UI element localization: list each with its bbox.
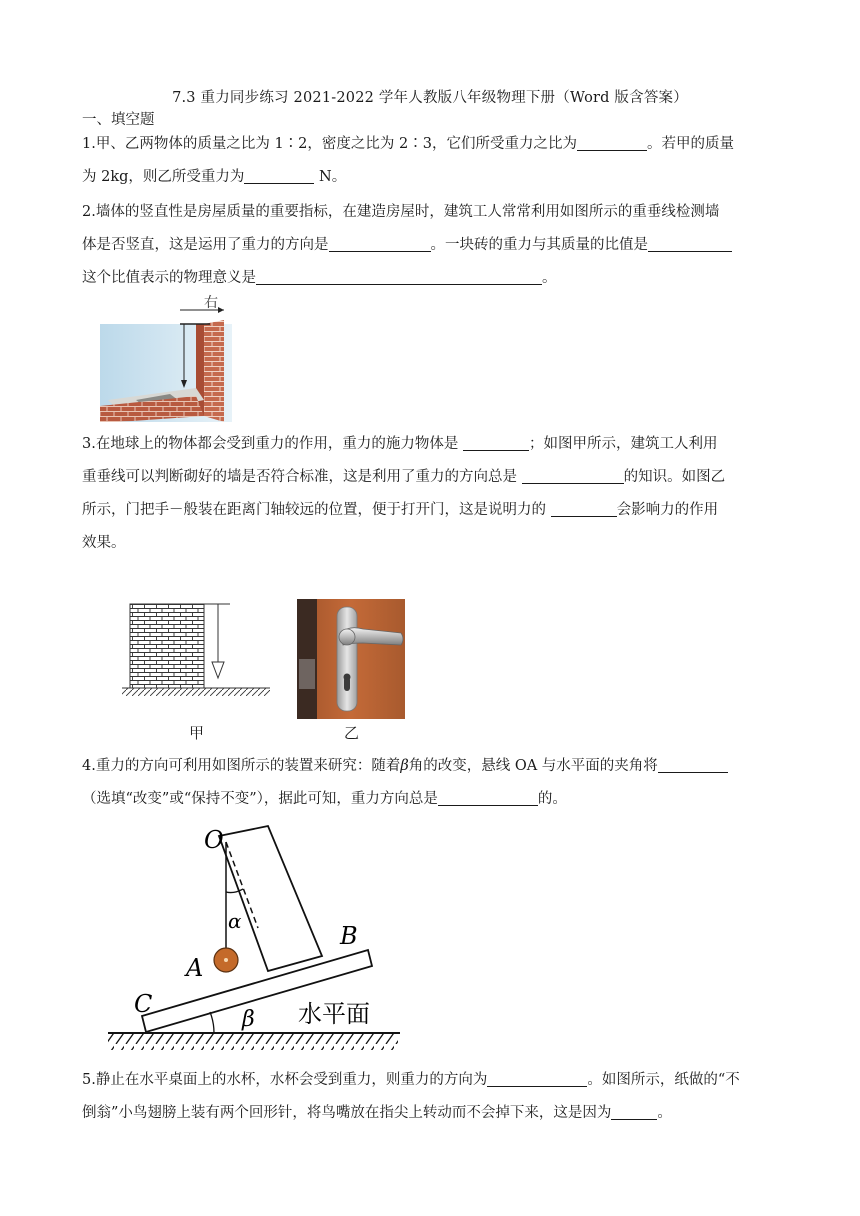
- q3-blank-1[interactable]: [463, 436, 529, 451]
- q4-text-2b: 的。: [537, 791, 567, 807]
- q1-blank-1[interactable]: [577, 136, 647, 151]
- question-4: [82, 750, 780, 816]
- q2-blank-2[interactable]: [648, 237, 732, 252]
- q3-blank-2[interactable]: [522, 469, 624, 484]
- wall-plumb-figure: [100, 296, 232, 422]
- q2-text-2b: 。一块砖的重力与其质量的比值是: [430, 237, 648, 253]
- q2-blank-3[interactable]: [256, 270, 542, 285]
- q3-text-1a: 3.在地球上的物体都会受到重力的作用，重力的施力物体是: [82, 436, 463, 452]
- q2-text-3b: 。: [542, 270, 557, 286]
- q5-text-2a: 倒翁”小鸟翅膀上装有两个回形针，将鸟嘴放在指尖上转动而不会掉下来，这是因为: [82, 1105, 612, 1121]
- q5-text-2b: 。: [657, 1105, 672, 1121]
- direction-label-right: 右: [204, 295, 218, 311]
- q3-text-2a: 重垂线可以判断砌好的墙是否符合标准，这是利用了重力的方向总是: [82, 469, 522, 485]
- q3-blank-3[interactable]: [551, 502, 617, 517]
- q2-text-1: 2.墙体的竖直性是房屋质量的重要指标，在建造房屋时，建筑工人常常利用如图所示的重垂线检测墙: [82, 204, 720, 220]
- question-5: [82, 1064, 780, 1130]
- q1-text-1b: 。若甲的质量: [646, 136, 734, 152]
- q5-blank-1[interactable]: [487, 1072, 587, 1087]
- label-O: O: [204, 826, 224, 854]
- figure-jia-wall: [120, 600, 272, 704]
- q4-blank-2[interactable]: [438, 791, 538, 806]
- q2-blank-1[interactable]: [329, 237, 431, 252]
- q1-text-2a: 为 2kg，则乙所受重力为: [82, 169, 245, 185]
- question-1: [82, 128, 780, 194]
- q5-text-1a: 5.静止在水平桌面上的水杯，水杯会受到重力，则重力的方向为: [82, 1072, 488, 1088]
- caption-yi: 乙: [344, 724, 360, 742]
- question-3: [82, 428, 780, 560]
- q2-text-3a: 这个比值表示的物理意义是: [82, 270, 256, 286]
- incline-plumb-figure: [104, 820, 404, 1056]
- figure-yi-door-handle: [297, 599, 405, 719]
- label-horizontal-plane: 水平面: [298, 1000, 370, 1028]
- label-alpha: α: [228, 909, 242, 933]
- q3-text-1b: ；如图甲所示，建筑工人利用: [528, 436, 718, 452]
- q1-blank-2[interactable]: [244, 169, 314, 184]
- label-C: C: [134, 990, 153, 1018]
- q4-text-2a: （选填“改变”或“保持不变”），据此可知，重力方向总是: [82, 791, 438, 807]
- q3-text-3a: 所示，门把手－般装在距离门轴较远的位置，便于打开门，这是说明力的: [82, 502, 551, 518]
- q4-text-1a: 4.重力的方向可利用如图所示的装置来研究：随着: [82, 758, 401, 774]
- q1-text-1a: 1.甲、乙两物体的质量之比为 1∶2，密度之比为 2∶3，它们所受重力之比为: [82, 136, 577, 152]
- caption-jia: 甲: [189, 724, 205, 742]
- q3-text-4: 效果。: [82, 535, 126, 551]
- label-B: B: [340, 922, 358, 950]
- q2-text-2a: 体是否竖直，这是运用了重力的方向是: [82, 237, 329, 253]
- q3-text-2b: 的知识。如图乙: [623, 469, 726, 485]
- label-A: A: [186, 954, 204, 982]
- q1-text-2b: N。: [314, 169, 347, 185]
- q5-text-1b: 。如图所示，纸做的“不: [587, 1072, 740, 1088]
- question-2: [82, 196, 780, 295]
- q4-text-1b: 角的改变，悬线 OA 与水平面的夹角将: [408, 758, 658, 774]
- label-beta: β: [242, 1007, 255, 1032]
- section-heading: 一、填空题: [82, 112, 155, 128]
- q4-blank-1[interactable]: [658, 758, 728, 773]
- q5-blank-2[interactable]: [611, 1105, 657, 1120]
- document-title: 7.3 重力同步练习 2021-2022 学年人教版八年级物理下册（Word 版含答案）: [172, 90, 688, 106]
- q3-text-3b: 会影响力的作用: [616, 502, 719, 518]
- q4-beta-symbol: β: [400, 758, 409, 774]
